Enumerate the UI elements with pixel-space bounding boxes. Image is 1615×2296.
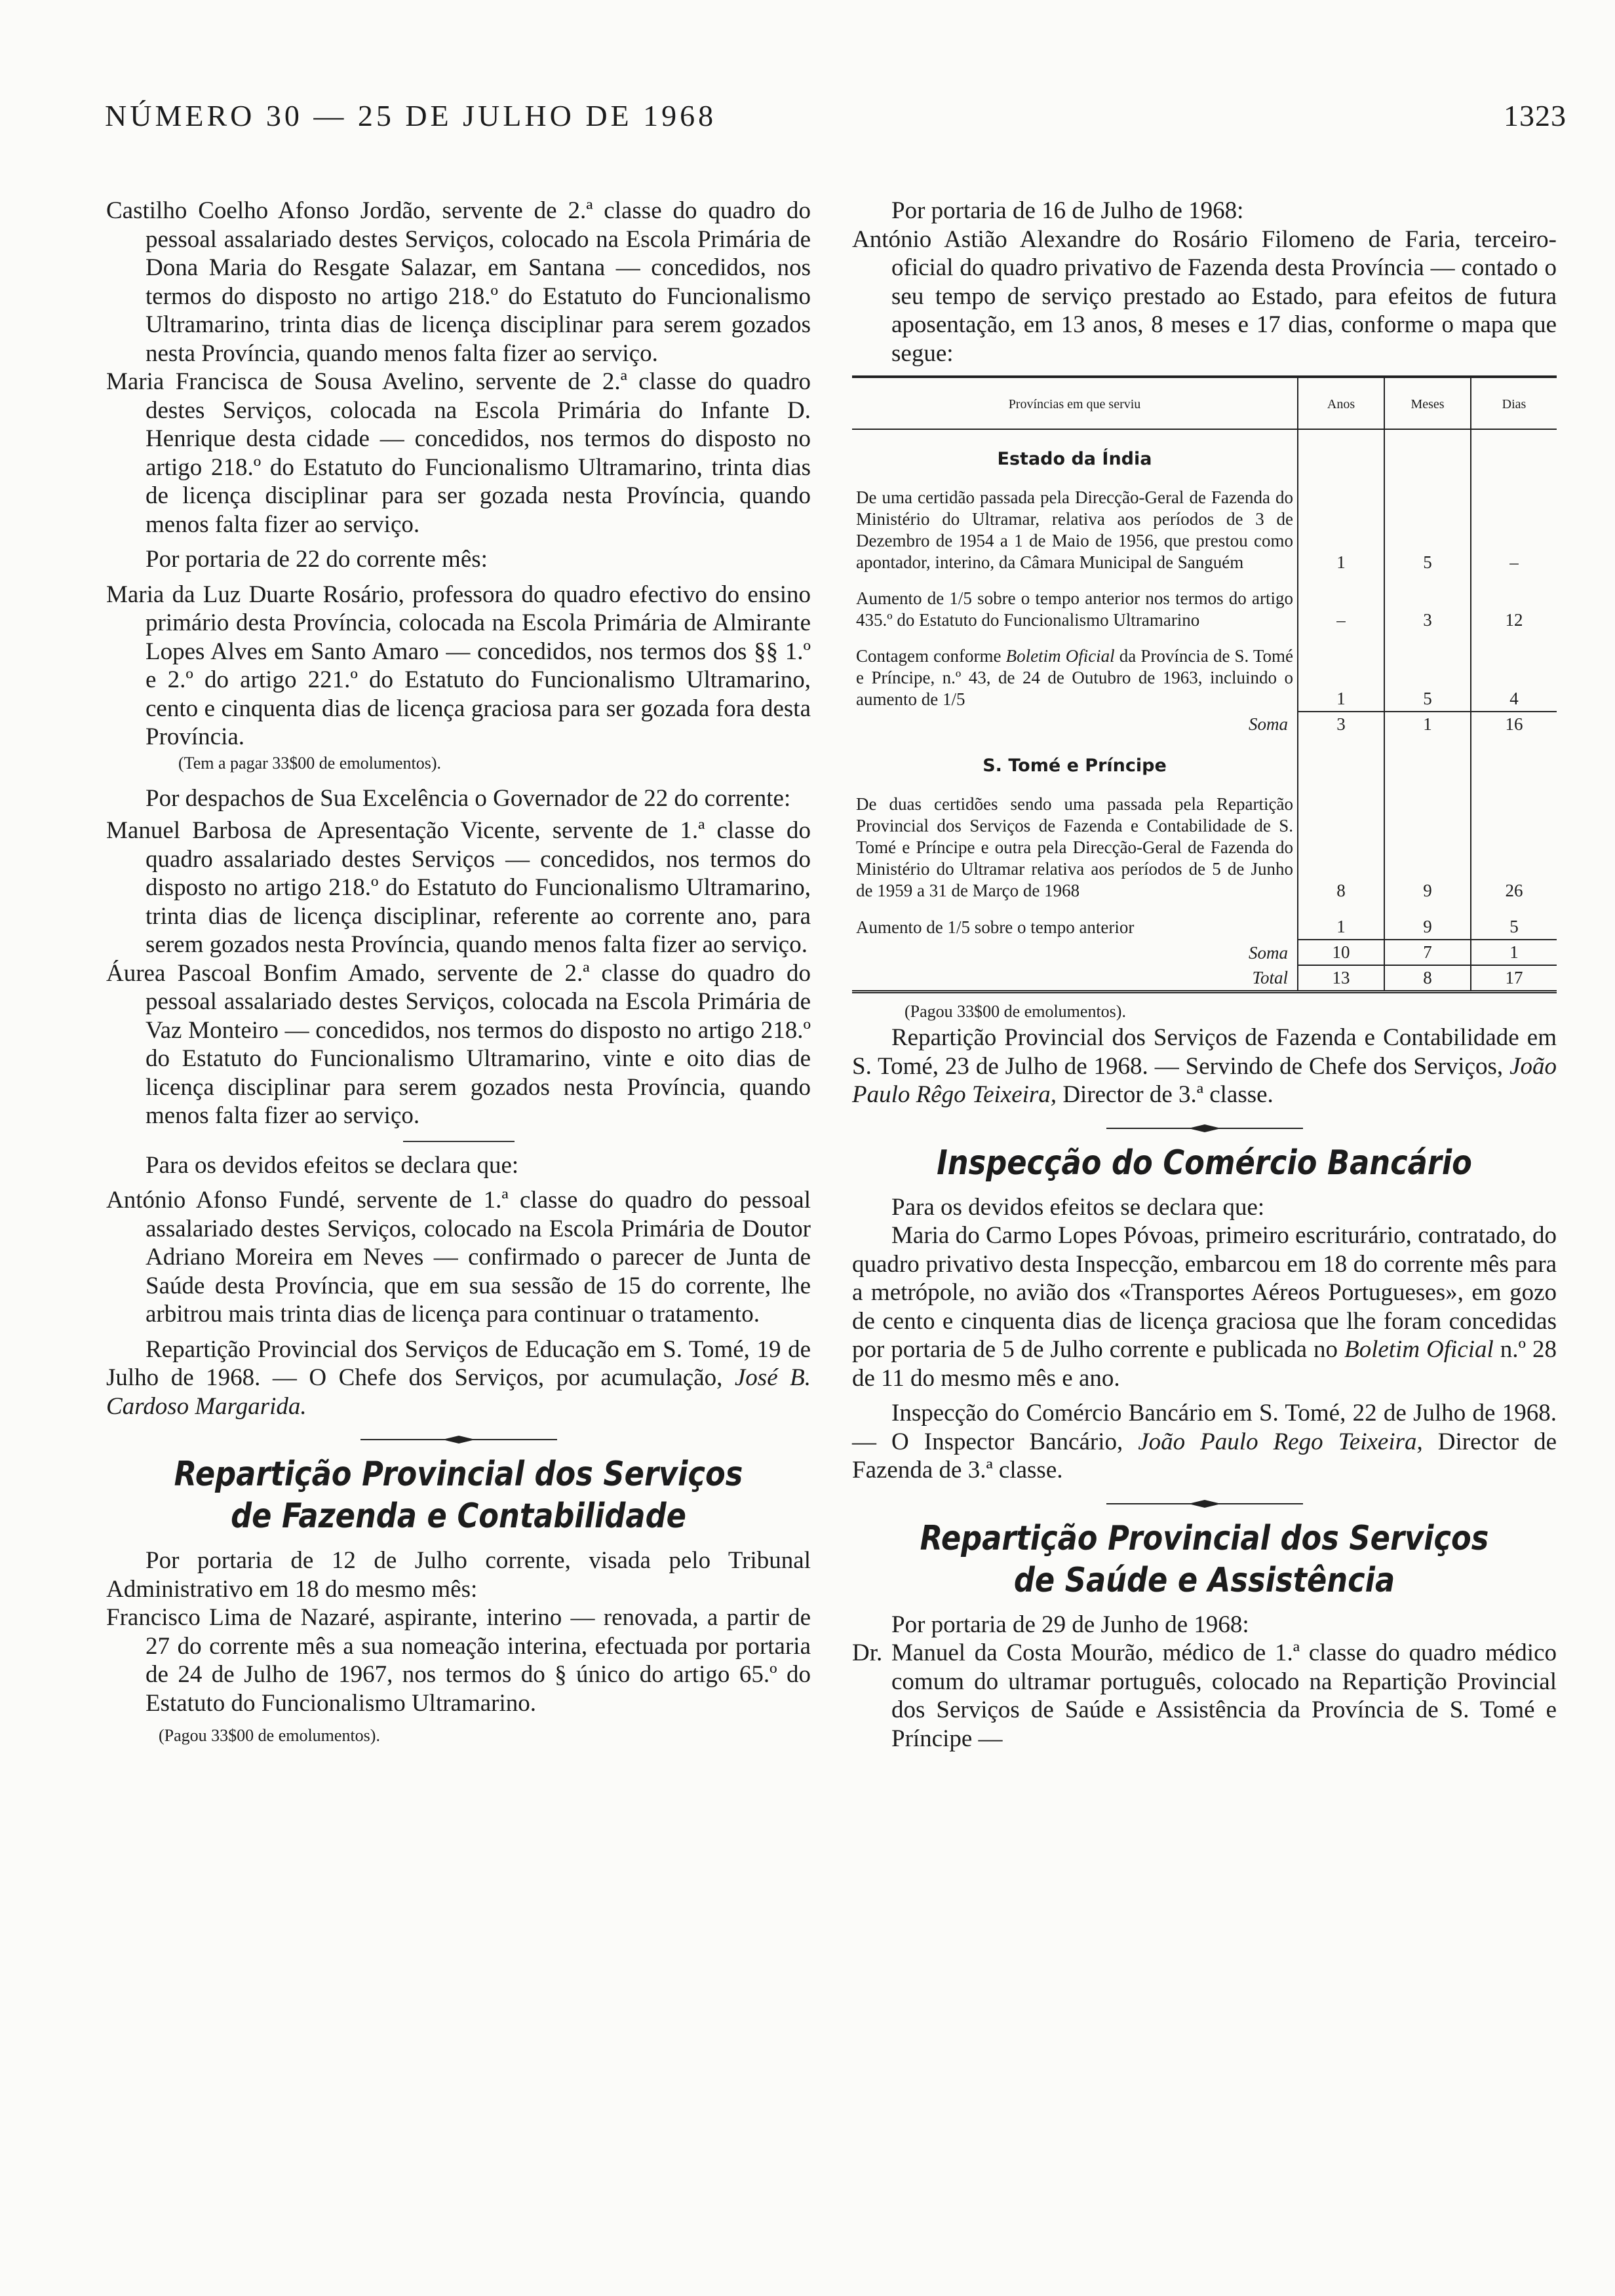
paragraph: Dr. Manuel da Costa Mourão, médico de 1.ª classe do quadro médico comum do ultramar português, colocado na Repartição Provincial dos Serviços de Saúde e Assistência da Província de S. Tomé e Príncipe — xyxy=(852,1639,1557,1752)
paragraph xyxy=(852,1221,1557,1392)
row-description: De uma certidão passada pela Direcção-Geral de Fazenda do Ministério do Ultramar, relativa aos períodos de 3 de Dezembro de 1954 a 1 de Maio de 1956, que prestou como apontador, interino, da Câmara Municipal de Sanguém xyxy=(856,488,1293,572)
paragraph: Maria Francisca de Sousa Avelino, servente de 2.ª classe do quadro destes Serviços, colocada na Escola Primária do Infante D. Henrique desta cidade — concedidos, nos termos do disposto no artigo 218.º do Estatuto do Funcionalismo Ultramarino, trinta dias de licença disciplinar para ser gozada nesta Província, quando menos falta fizer ao serviço. xyxy=(106,368,811,538)
sum-label: Soma xyxy=(1249,943,1288,963)
cell-days: 1 xyxy=(1471,940,1557,965)
signature-text: Repartição Provincial dos Serviços de Educação em S. Tomé, 19 de Julho de 1968. — O Chefe dos Serviços, por acumulação, xyxy=(106,1335,811,1391)
paragraph: Maria da Luz Duarte Rosário, professora do quadro efectivo do ensino primário desta Província, colocada na Escola Primária de Almirante Lopes Alves em Santo Amaro — concedidos, nos termos dos §§ 1.º e 2.º do artigo 221.º do Estatuto do Funcionalismo Ultramarino, cento e cinquenta dias de licença graciosa para ser gozada fora desta Província. xyxy=(106,581,811,750)
signatory-name: José B. Cardoso Margarida. xyxy=(106,1364,811,1420)
cell-years: – xyxy=(1298,586,1384,632)
cell-months: 8 xyxy=(1384,965,1471,990)
emolument-note: (Pagou 33$00 de emolumentos). xyxy=(905,1002,1126,1021)
cell-days: – xyxy=(1471,486,1557,575)
row-description: Aumento de 1/5 sobre o tempo anterior xyxy=(856,917,1135,937)
cell-years: 13 xyxy=(1298,965,1384,990)
signature-paragraph xyxy=(852,1399,1557,1485)
total-label: Total xyxy=(1252,968,1288,987)
left-column xyxy=(106,197,811,1748)
paragraph-text: n.º 28 de 11 do mesmo mês e ano. xyxy=(852,1336,1557,1392)
row-text-italic: Boletim Oficial xyxy=(1005,646,1115,666)
table-row xyxy=(852,915,1557,940)
paragraph: Castilho Coelho Afonso Jordão, servente de 2.ª classe do quadro do pessoal assalariado destes Serviços, colocado na Escola Primária de Dona Maria do Resgate Salazar, em Santana — concedidos, nos termos do disposto no artigo 218.º do Estatuto do Funcionalismo Ultramarino, trinta dias de licença disciplinar para serem gozados nesta Província, quando menos falta fizer ao serviço. xyxy=(106,197,811,367)
row-description: Aumento de 1/5 sobre o tempo anterior nos termos do artigo 435.º do Estatuto do Funcionalismo Ultramarino xyxy=(856,588,1293,630)
cell-days: 4 xyxy=(1471,644,1557,712)
row-text: Contagem conforme xyxy=(856,646,1006,666)
section-ornament xyxy=(1106,1124,1303,1133)
cell-days: 17 xyxy=(1471,965,1557,990)
subtotal-row xyxy=(852,940,1557,965)
cell-days: 26 xyxy=(1471,792,1557,903)
separator-rule xyxy=(403,1141,515,1142)
paragraph: Por portaria de 29 de Junho de 1968: xyxy=(891,1611,1249,1638)
section-title-bancario: Inspecção do Comércio Bancário xyxy=(937,1143,1472,1183)
paragraph: Para os devidos efeitos se declara que: xyxy=(891,1193,1265,1221)
paragraph: Por despachos de Sua Excelência o Governador de 22 do corrente: xyxy=(146,784,791,812)
table-row xyxy=(852,644,1557,712)
group-label: S. Tomé e Príncipe xyxy=(983,756,1167,776)
section-title-fazenda: Repartição Provincial dos Serviços de Fazenda e Contabilidade xyxy=(174,1455,743,1536)
cell-days: 12 xyxy=(1471,586,1557,632)
sum-label: Soma xyxy=(1249,714,1288,734)
section-title-saude: Repartição Provincial dos Serviços de Saúde e Assistência xyxy=(920,1518,1489,1600)
cell-years: 1 xyxy=(1298,915,1384,940)
cell-years: 1 xyxy=(1298,644,1384,712)
paragraph: Por portaria de 22 do corrente mês: xyxy=(146,546,488,573)
cell-years: 8 xyxy=(1298,792,1384,903)
signature-paragraph xyxy=(106,1335,811,1421)
cell-months: 7 xyxy=(1384,940,1471,965)
table-header-months: Meses xyxy=(1384,378,1471,429)
cell-years: 3 xyxy=(1298,712,1384,737)
total-row xyxy=(852,965,1557,990)
paragraph: António Afonso Fundé, servente de 1.ª classe do quadro do pessoal assalariado destes Serviços, colocado na Escola Primária de Doutor Adriano Moreira em Neves — confirmado o parecer de Junta de Saúde desta Província, que em sua sessão de 15 do corrente, lhe arbitrou mais trinta dias de licença para continuar o tratamento. xyxy=(106,1187,811,1328)
paragraph-text: Maria do Carmo Lopes Póvoas, primeiro escriturário, contratado, do quadro privativo desta Inspecção, embarcou em 18 do corrente mês para a metrópole, no avião dos «Transportes Aéreos Portugueses», em gozo de cento e cinquenta dias de licença graciosa que lhe foram concedidas por portaria de 5 de Julho corrente e publicada no xyxy=(852,1222,1557,1363)
table-header-days: Dias xyxy=(1471,378,1557,429)
section-ornament xyxy=(360,1435,557,1444)
table-group-row xyxy=(852,429,1557,486)
row-text: da Província de S. Tomé e Príncipe, n.º 43, de 24 de Outubro de 1963, incluindo o aumento de 1/5 xyxy=(856,646,1293,709)
table-row xyxy=(852,486,1557,575)
cell-years: 1 xyxy=(1298,486,1384,575)
service-time-table xyxy=(852,375,1557,993)
cell-months: 5 xyxy=(1384,644,1471,712)
right-column xyxy=(852,197,1557,1753)
cell-days: 16 xyxy=(1471,712,1557,737)
group-label: Estado da Índia xyxy=(997,449,1152,469)
row-description xyxy=(852,644,1298,712)
cell-months: 5 xyxy=(1384,486,1471,575)
table-group-row xyxy=(852,737,1557,792)
signature-paragraph xyxy=(852,1024,1557,1109)
emolument-note: (Tem a pagar 33$00 de emolumentos). xyxy=(178,753,442,773)
signatory-name: João Paulo Rego Teixeira, xyxy=(1138,1428,1423,1455)
cell-months: 9 xyxy=(1384,915,1471,940)
signature-text: Repartição Provincial dos Serviços de Fazenda e Contabilidade em S. Tomé, 23 de Julho de 1968. — Servindo de Chefe dos Serviços, xyxy=(852,1024,1557,1080)
emolument-note: (Pagou 33$00 de emolumentos). xyxy=(159,1726,380,1745)
paragraph: Por portaria de 16 de Julho de 1968: xyxy=(891,197,1244,224)
paragraph: Para os devidos efeitos se declara que: xyxy=(146,1151,519,1179)
paragraph: António Astião Alexandre do Rosário Filomeno de Faria, terceiro-oficial do quadro privativo de Fazenda desta Província — contado o seu tempo de serviço prestado ao Estado, para efeitos de futura aposentação, em 13 anos, 8 meses e 17 dias, conforme o mapa que segue: xyxy=(852,225,1557,367)
row-description: De duas certidões sendo uma passada pela Repartição Provincial dos Serviços de Fazenda e Contabilidade de S. Tomé e Príncipe e outra pela Direcção-Geral de Fazenda do Ministério do Ultramar relativa aos períodos de 5 de Junho de 1959 a 31 de Março de 1968 xyxy=(856,794,1293,900)
cell-days: 5 xyxy=(1471,915,1557,940)
signatory-name: João Paulo Rêgo Teixeira, xyxy=(852,1052,1557,1108)
issue-line: NÚMERO 30 — 25 DE JULHO DE 1968 xyxy=(105,99,717,132)
paragraph: Francisco Lima de Nazaré, aspirante, interino — renovada, a partir de 27 do corrente mês a sua nomeação interina, efectuada por portaria de 24 de Julho de 1967, nos termos do § único do artigo 65.º do Estatuto do Funcionalismo Ultramarino. xyxy=(106,1604,811,1717)
cell-years: 10 xyxy=(1298,940,1384,965)
table-header-provinces: Províncias em que serviu xyxy=(852,378,1298,429)
table-row xyxy=(852,792,1557,903)
signature-role: Director de 3.ª classe. xyxy=(1057,1081,1274,1108)
page-number: 1323 xyxy=(1504,99,1566,132)
signature-role: Director de Fazenda de 3.ª classe. xyxy=(852,1428,1557,1483)
paragraph: Áurea Pascoal Bonfim Amado, servente de 2.ª classe do quadro do pessoal assalariado destes Serviços, colocada na Escola Primária de Vaz Monteiro — concedidos, nos termos do disposto no artigo 218.º do Estatuto do Funcionalismo Ultramarino, vinte e oito dias de licença disciplinar para serem gozados nesta Província, quando menos falta fizer ao serviço. xyxy=(106,959,811,1129)
paragraph: Manuel Barbosa de Apresentação Vicente, servente de 1.ª classe do quadro assalariado destes Serviços — concedidos, nos termos do disposto no artigo 218.º do Estatuto do Funcionalismo Ultramarino, trinta dias de licença disciplinar, referente ao corrente ano, para serem gozados nesta Província, quando menos falta fizer ao serviço. xyxy=(106,817,811,958)
table-header-years: Anos xyxy=(1298,378,1384,429)
paragraph-text-italic: Boletim Oficial xyxy=(1344,1336,1494,1363)
section-ornament xyxy=(1106,1499,1303,1508)
paragraph: Por portaria de 12 de Julho corrente, visada pelo Tribunal Administrativo em 18 do mesmo mês: xyxy=(106,1547,811,1603)
signature-text: Inspecção do Comércio Bancário em S. Tomé, 22 de Julho de 1968. — O Inspector Bancário, xyxy=(852,1400,1557,1455)
table-row xyxy=(852,586,1557,632)
cell-months: 1 xyxy=(1384,712,1471,737)
cell-months: 3 xyxy=(1384,586,1471,632)
cell-months: 9 xyxy=(1384,792,1471,903)
subtotal-row xyxy=(852,712,1557,737)
page-header xyxy=(105,98,1566,144)
